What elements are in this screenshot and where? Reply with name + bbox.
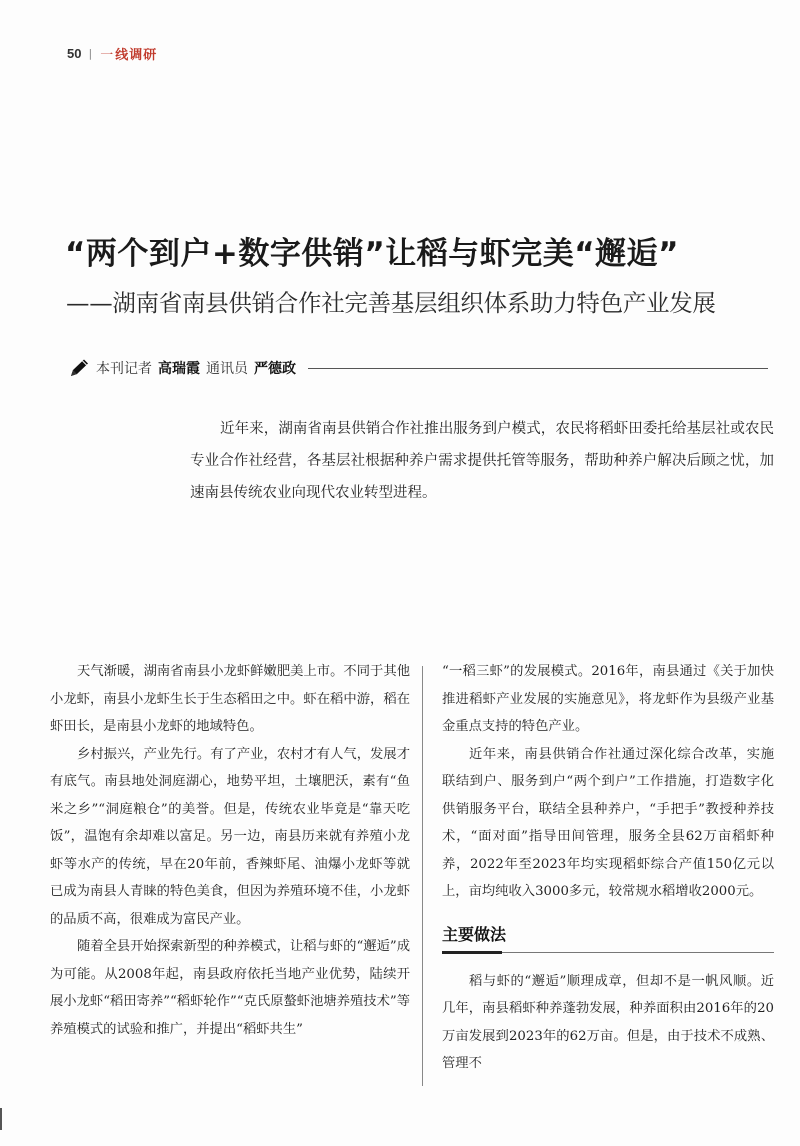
running-header <box>67 44 157 63</box>
article-subtitle: ——湖南省南县供销合作社完善基层组织体系助力特色产业发展 <box>66 289 716 317</box>
reporter-name: 高瑞霞 <box>158 361 200 377</box>
subheading-text: 主要做法 <box>442 924 507 944</box>
article-abstract: 近年来，湖南省南县供销合作社推出服务到户模式，农民将稻虾田委托给基层社或农民专业合作社经营，各基层社根据种养户需求提供托管等服务，帮助种养户解决后顾之忧，加速南县传统农业向现代农业转型进程。 <box>190 421 774 501</box>
byline-rule <box>308 368 768 369</box>
section-dash: 一 <box>100 48 114 63</box>
paragraph: 乡村振兴，产业先行。有了产业，农村才有人气，发展才有底气。南县地处洞庭湖心，地势平坦，土壤肥沃，素有“鱼米之乡”“洞庭粮仓”的美誉。但是，传统农业毕竟是“靠天吃饭”，温饱有余却难以富足。另一边，南县历来就有养殖小龙虾等水产的传统，早在20年前，香辣虾尾、油爆小龙虾等就已成为南县人青睐的特色美食，但因为养殖环境不佳，小龙虾的品质不高，很难成为富民产业。 <box>50 746 410 927</box>
paragraph: 随着全县开始探索新型的种养模式，让稻与虾的“邂逅”成为可能。从2008年起，南县政府依托当地产业优势，陆续开展小龙虾“稻田寄养”“稻虾轮作”“克氏原螯虾池塘养殖技术”等养殖模式的试验和推广，并提出“稻虾共生” <box>50 939 410 1037</box>
column-divider <box>422 666 423 1086</box>
reporter-label: 本刊记者 <box>96 361 152 377</box>
correspondent-name: 严德政 <box>254 361 296 377</box>
byline <box>68 358 768 378</box>
page-number: 50 <box>67 46 82 61</box>
section-name: 线调研 <box>115 48 158 63</box>
pencil-icon <box>68 358 90 378</box>
paragraph-continuation: “一稻三虾”的发展模式。2016年，南县通过《关于加快推进稻虾产业发展的实施意见》，将龙虾作为县级产业基金重点支持的特色产业。 <box>442 664 774 734</box>
paragraph: 稻与虾的“邂逅”顺理成章，但却不是一帆风顺。近几年，南县稻虾种养蓬勃发展，种养面积由2016年的20万亩发展到2023年的62万亩。但是，由于技术不成熟、管理不 <box>442 973 774 1071</box>
subheading-underline-accent <box>442 951 502 954</box>
correspondent-label: 通讯员 <box>206 361 248 377</box>
paragraph: 天气渐暖，湖南省南县小龙虾鲜嫩肥美上市。不同于其他小龙虾，南县小龙虾生长于生态稻田之中。虾在稻中游，稻在虾田长，是南县小龙虾的地域特色。 <box>50 664 410 734</box>
body-column-right <box>442 658 774 1078</box>
paragraph: 近年来，南县供销合作社通过深化综合改革，实施联结到户、服务到户“两个到户”工作措施，打造数字化供销服务平台，联结全县种养户，“手把手”教授种养技术，“面对面”指导田间管理，服务全县62万亩稻虾种养，2022年至2023年均实现稻虾综合产值150亿元以上，亩均纯收入3000多元，较常规水稻增收2000元。 <box>442 746 774 899</box>
header-separator: | <box>88 47 93 60</box>
article-title: “两个到户+数字供销”让稻与虾完美“邂逅” <box>65 236 679 272</box>
body-column-left <box>50 658 410 1043</box>
section-subheading <box>442 924 774 954</box>
subheading-underline-rule <box>502 952 774 953</box>
page-edge-mark <box>0 1108 2 1130</box>
